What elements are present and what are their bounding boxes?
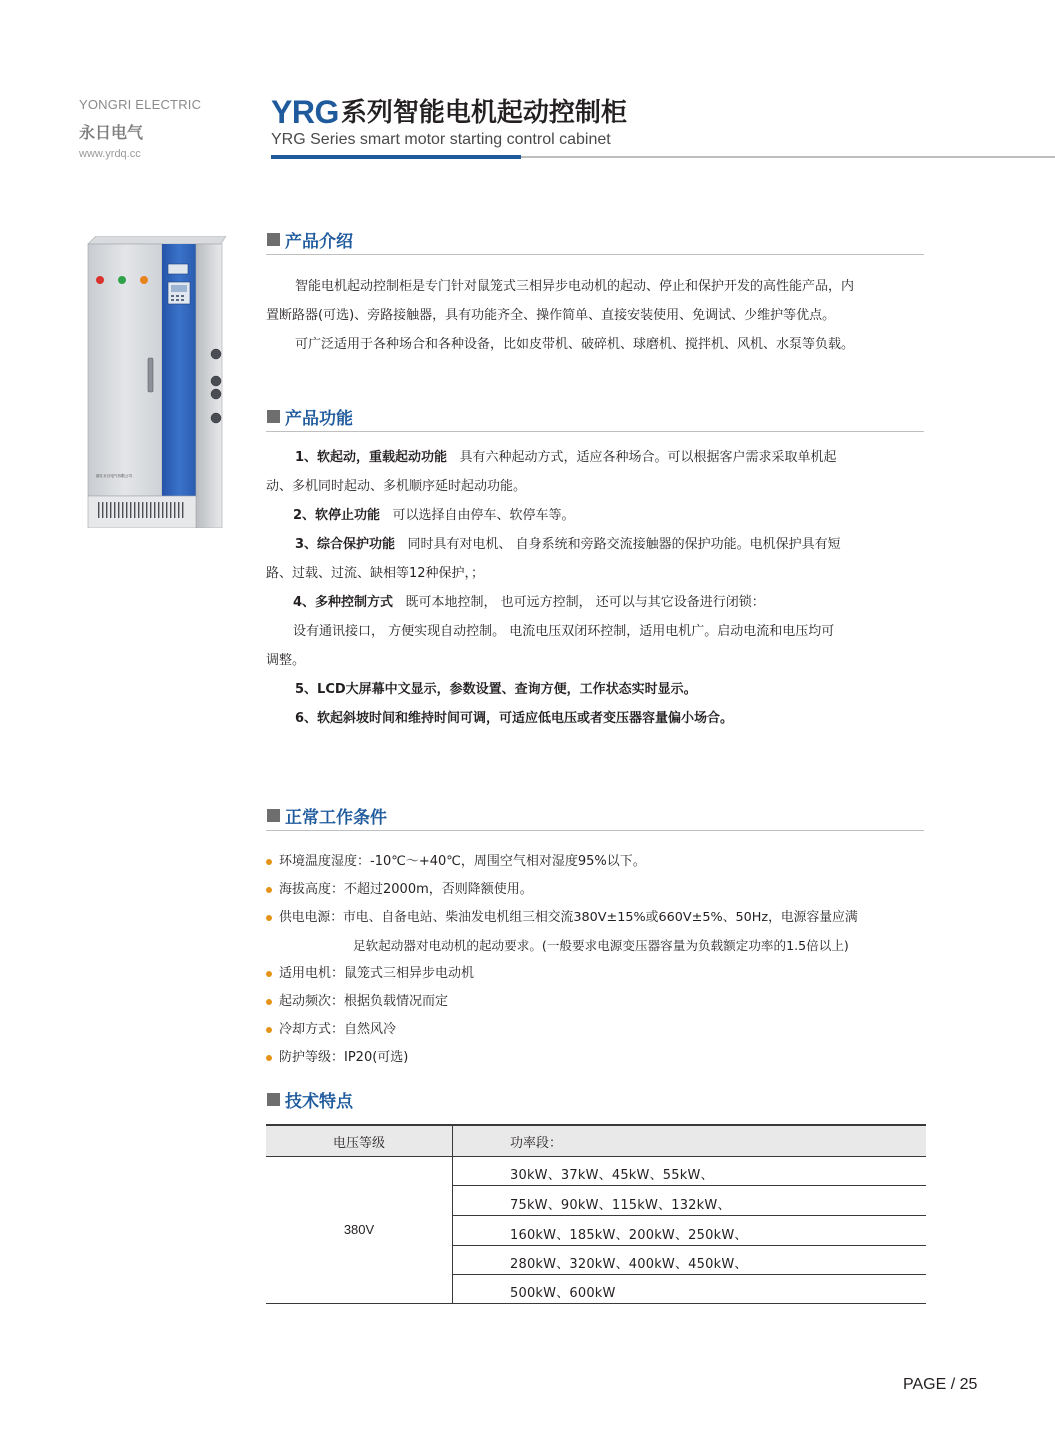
feature-4-cont: 调整。 [266,653,306,668]
bullet-icon [266,1027,272,1033]
power-cell: 30kW、37kW、45kW、55kW、 [510,1168,714,1183]
power-cell: 75kW、90kW、115kW、132kW、 [510,1198,731,1213]
list-item [266,904,936,932]
page-title [271,94,627,131]
section-tech-title: 技术特点 [285,1092,353,1112]
section-features-header [266,405,924,427]
table-bottom-rule [266,1303,453,1304]
feature-5: 5、LCD大屏幕中文显示，参数设置、查询方便，工作状态实时显示。 [295,682,697,697]
table-row [453,1156,926,1186]
section-square-icon [267,410,280,423]
feature-6: 6、软起斜坡时间和维持时间可调，可适应低电压或者变压器容量偏小场合。 [295,711,734,726]
feature-3-title: 3、综合保护功能 [295,537,396,552]
page-number: PAGE / 25 [903,1376,978,1393]
list-item [266,876,936,904]
bullet-icon [266,999,272,1005]
intro-line-2: 置断路器(可选)、旁路接触器，具有功能齐全、操作简单、直接安装使用、免调试、少维护等优点。 [266,308,836,323]
intro-line-1: 智能电机起动控制柜是专门针对鼠笼式三相异步电动机的起动、停止和保护开发的高性能产品，内 [295,279,855,294]
section-divider [266,254,924,255]
table-row [453,1216,926,1246]
conditions-list [266,848,936,1072]
features-text [266,443,928,733]
condition-start-frequency: 起动频次：根据负载情况而定 [279,994,449,1009]
col-voltage-header: 电压等级 [332,1136,385,1151]
title-rule-accent [271,155,521,159]
section-square-icon [267,1093,280,1106]
title-name: 系列智能电机起动控制柜 [340,98,627,128]
feature-4-text: 既可本地控制， 也可远方控制， 还可以与其它设备进行闭锁： [405,595,765,610]
section-intro-header [266,228,924,250]
feature-2-title: 2、软停止功能 [293,508,381,523]
bullet-icon [266,971,272,977]
feature-3-text: 同时具有对电机、 自身系统和旁路交流接触器的保护功能。电机保护具有短 [407,537,841,552]
brand-name-cn: 永日电气 [79,123,144,142]
title-code: YRG [271,94,339,130]
power-cell: 280kW、320kW、400kW、450kW、 [510,1257,748,1272]
cabinet-image [86,236,228,528]
list-item [266,1016,936,1044]
feature-1-title: 1、软起动，重载起动功能 [295,450,448,465]
feature-2-text: 可以选择自由停车、软停车等。 [392,508,575,523]
feature-4 [266,588,928,617]
power-cell: 160kW、185kW、200kW、250kW、 [510,1228,748,1243]
list-item [266,848,936,876]
section-intro-title: 产品介绍 [285,232,353,252]
table-row [453,1245,926,1275]
intro-text [266,272,928,359]
page-subtitle: YRG Series smart motor starting control cabinet [271,131,611,148]
section-square-icon [267,809,280,822]
condition-temperature: 环境温度湿度：-10℃～+40℃，周围空气相对湿度95%以下。 [279,854,646,869]
feature-1 [266,443,928,472]
feature-4-title: 4、多种控制方式 [293,595,394,610]
table-row [453,1274,926,1304]
bullet-icon [266,887,272,893]
bullet-icon [266,915,272,921]
power-cell: 500kW、600kW [510,1286,616,1301]
section-square-icon [267,233,280,246]
feature-3 [266,530,928,559]
section-features-title: 产品功能 [285,409,353,429]
list-item [266,988,936,1016]
bullet-icon [266,1055,272,1061]
section-divider [266,830,924,831]
table-header [266,1124,926,1157]
table-row [453,1186,926,1216]
feature-2 [266,501,928,530]
section-divider [266,431,924,432]
condition-cooling: 冷却方式：自然风冷 [279,1022,397,1037]
voltage-cell: 380V [343,1222,375,1237]
list-item [266,960,936,988]
condition-power-supply-cont: 足软起动器对电动机的起动要求。(一般要求电源变压器容量为负载额定功率的1.5倍以上) [353,938,849,953]
section-tech-header [266,1088,386,1110]
list-item [266,1044,936,1072]
condition-altitude: 海拔高度：不超过2000m，否则降额使用。 [279,882,533,897]
svg-text:浙江永日电气有限公司: 浙江永日电气有限公司 [96,474,132,478]
condition-protection: 防护等级：IP20(可选) [279,1050,409,1065]
condition-motor: 适用电机：鼠笼式三相异步电动机 [279,966,475,981]
col-power-header: 功率段： [510,1136,563,1151]
intro-line-3: 可广泛适用于各种场合和各种设备，比如皮带机、破碎机、球磨机、搅拌机、风机、水泵等负载。 [295,337,855,352]
section-conditions-header [266,804,924,826]
brand-name-en: YONGRI ELECTRIC [79,97,202,112]
brand-url: www.yrdq.cc [79,148,141,160]
condition-power-supply: 供电电源：市电、自备电站、柴油发电机组三相交流380V±15%或660V±5%、50Hz，电源容量应满 [279,910,858,925]
feature-4-line-2: 设有通讯接口， 方便实现自动控制。 电流电压双闭环控制，适用电机广。启动电流和电压均可 [293,624,835,639]
feature-1-cont: 动、多机同时起动、多机顺序延时起动功能。 [266,479,527,494]
section-conditions-title: 正常工作条件 [285,808,387,828]
feature-1-text: 具有六种起动方式，适应各种场合。可以根据客户需求采取单机起 [459,450,837,465]
bullet-icon [266,859,272,865]
feature-3-cont: 路、过载、过流、缺相等12种保护，； [266,566,485,581]
